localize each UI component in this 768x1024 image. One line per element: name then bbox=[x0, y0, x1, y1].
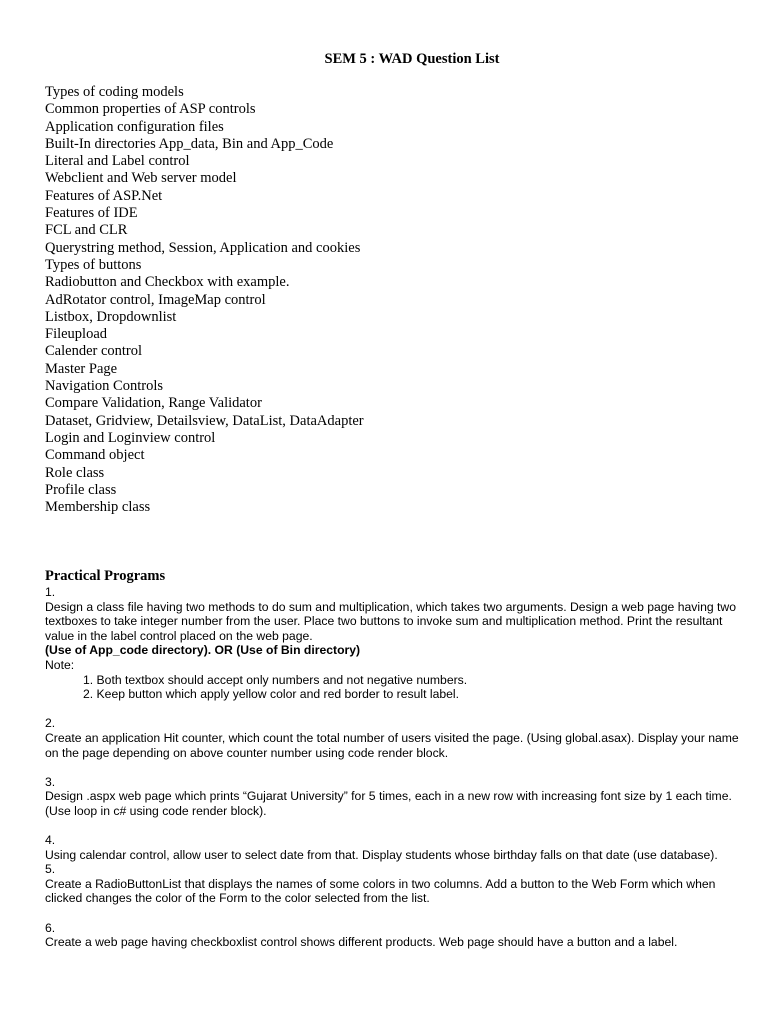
practical-programs-heading: Practical Programs bbox=[45, 568, 166, 584]
topic-item: Application configuration files bbox=[45, 118, 224, 135]
program-item-1 bbox=[45, 585, 745, 702]
topic-item: Webclient and Web server model bbox=[45, 170, 237, 187]
program-note-item: 2. Keep button which apply yellow color and red border to result label. bbox=[83, 687, 460, 702]
topic-item: Membership class bbox=[45, 499, 151, 516]
program-text: Create a web page having checkboxlist control shows different products. Web page should have a button and a label. bbox=[45, 935, 678, 950]
program-number: 4. bbox=[45, 833, 56, 848]
topic-item: Calender control bbox=[45, 343, 143, 360]
topic-item: Features of IDE bbox=[45, 205, 138, 222]
program-text: Create a RadioButtonList that displays the names of some colors in two columns. Add a button to the Web Form which when clicked changes the color of the Form to the color selected from the list. bbox=[45, 876, 716, 906]
topic-item: Features of ASP.Net bbox=[45, 187, 163, 204]
program-item-5 bbox=[45, 862, 745, 906]
program-note-label: Note: bbox=[45, 657, 75, 672]
topic-item: Profile class bbox=[45, 481, 117, 498]
document-title: SEM 5 : WAD Question List bbox=[324, 51, 500, 67]
topic-item: Common properties of ASP controls bbox=[45, 101, 256, 118]
program-number: 5. bbox=[45, 862, 56, 877]
topic-item: FCL and CLR bbox=[45, 222, 128, 239]
program-note-list bbox=[45, 673, 745, 702]
topic-item: Command object bbox=[45, 447, 145, 464]
topic-item: Role class bbox=[45, 464, 105, 481]
question-topic-list bbox=[45, 84, 364, 516]
topic-item: Radiobutton and Checkbox with example. bbox=[45, 274, 290, 291]
program-text: Design a class file having two methods to do sum and multiplication, which takes two arguments. Design a web page having two textboxes to take integer number from the user. Place two buttons to invoke sum and multiplication method. Print the resultant value in the label control placed on the web page. bbox=[45, 599, 736, 643]
program-text: Create an application Hit counter, which count the total number of users visited the page. (Using global.asax). Display your name on the page depending on above counter number using code render block. bbox=[45, 730, 739, 760]
program-number: 3. bbox=[45, 774, 56, 789]
topic-item: Built-In directories App_data, Bin and App_Code bbox=[45, 135, 334, 152]
topic-item: Login and Loginview control bbox=[45, 429, 216, 446]
topic-item: Listbox, Dropdownlist bbox=[45, 308, 177, 325]
program-item-3 bbox=[45, 775, 745, 819]
topic-item: Fileupload bbox=[45, 326, 108, 343]
topic-item: Querystring method, Session, Application and cookies bbox=[45, 239, 361, 256]
program-note-item: 1. Both textbox should accept only numbers and not negative numbers. bbox=[83, 672, 468, 687]
topic-item: Master Page bbox=[45, 360, 118, 377]
program-directory-note: (Use of App_code directory). OR (Use of Bin directory) bbox=[45, 643, 361, 658]
program-number: 6. bbox=[45, 920, 56, 935]
program-number: 1. bbox=[45, 585, 56, 599]
program-item-4 bbox=[45, 833, 745, 862]
topic-item: Dataset, Gridview, Detailsview, DataList, DataAdapter bbox=[45, 412, 364, 429]
program-text: Design .aspx web page which prints “Gujarat University” for 5 times, each in a new row with increasing font size by 1 each time. (Use loop in c# using code render block). bbox=[45, 789, 732, 818]
topic-item: Types of coding models bbox=[45, 84, 184, 100]
topic-item: AdRotator control, ImageMap control bbox=[45, 291, 266, 308]
program-item-6 bbox=[45, 921, 745, 950]
program-number: 2. bbox=[45, 716, 56, 731]
topic-item: Types of buttons bbox=[45, 256, 142, 273]
program-text: Using calendar control, allow user to select date from that. Display students whose birthday falls on that date (use database). bbox=[45, 847, 718, 862]
topic-item: Literal and Label control bbox=[45, 153, 190, 170]
topic-item: Navigation Controls bbox=[45, 378, 164, 395]
practical-programs-section bbox=[45, 568, 745, 950]
program-item-2 bbox=[45, 716, 745, 760]
topic-item: Compare Validation, Range Validator bbox=[45, 395, 262, 412]
